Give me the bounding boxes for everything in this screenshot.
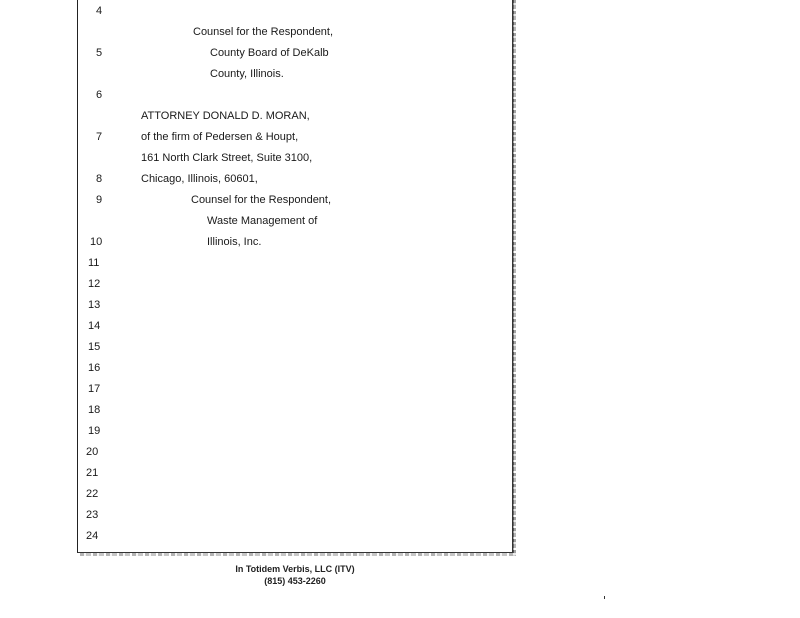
line-number: 14 [88,320,101,332]
line-number: 8 [96,173,103,185]
line-number: 22 [86,488,99,500]
line-number: 7 [96,131,103,143]
line-number: 11 [88,257,100,269]
page-bottom-shadow [80,553,515,556]
footer-phone: (815) 453-2260 [264,576,326,586]
client-name-line2: County, Illinois. [210,68,284,80]
line-number: 19 [88,425,101,437]
attorney-street: 161 North Clark Street, Suite 3100, [141,152,313,164]
attorney-firm: of the firm of Pedersen & Houpt, [141,131,299,143]
line-number: 23 [86,509,99,521]
line-number: 6 [96,89,103,101]
counsel-role-wm: Counsel for the Respondent, [191,194,332,206]
line-number: 10 [90,236,103,248]
line-number: 12 [88,278,101,290]
line-number: 24 [86,530,99,542]
line-number: 9 [96,194,103,206]
line-number: 4 [96,5,103,17]
client-name-line2: Illinois, Inc. [207,236,262,248]
attorney-city: Chicago, Illinois, 60601, [141,173,258,185]
line-number: 17 [88,383,101,395]
scan-artifact [604,596,605,599]
line-number: 13 [88,299,101,311]
footer-company: In Totidem Verbis, LLC (ITV) [235,564,355,574]
line-number: 21 [86,467,99,479]
line-number: 15 [88,341,101,353]
client-name-line1: County Board of DeKalb [210,47,329,59]
transcript-page [77,0,514,553]
line-number: 16 [88,362,101,374]
page-edge-shadow [513,0,516,556]
line-number: 5 [96,47,103,59]
client-name-line1: Waste Management of [207,215,318,227]
counsel-role-dekalb: Counsel for the Respondent, [193,26,334,38]
line-number: 18 [88,404,101,416]
line-number: 20 [86,446,99,458]
attorney-name: ATTORNEY DONALD D. MORAN, [141,110,310,122]
